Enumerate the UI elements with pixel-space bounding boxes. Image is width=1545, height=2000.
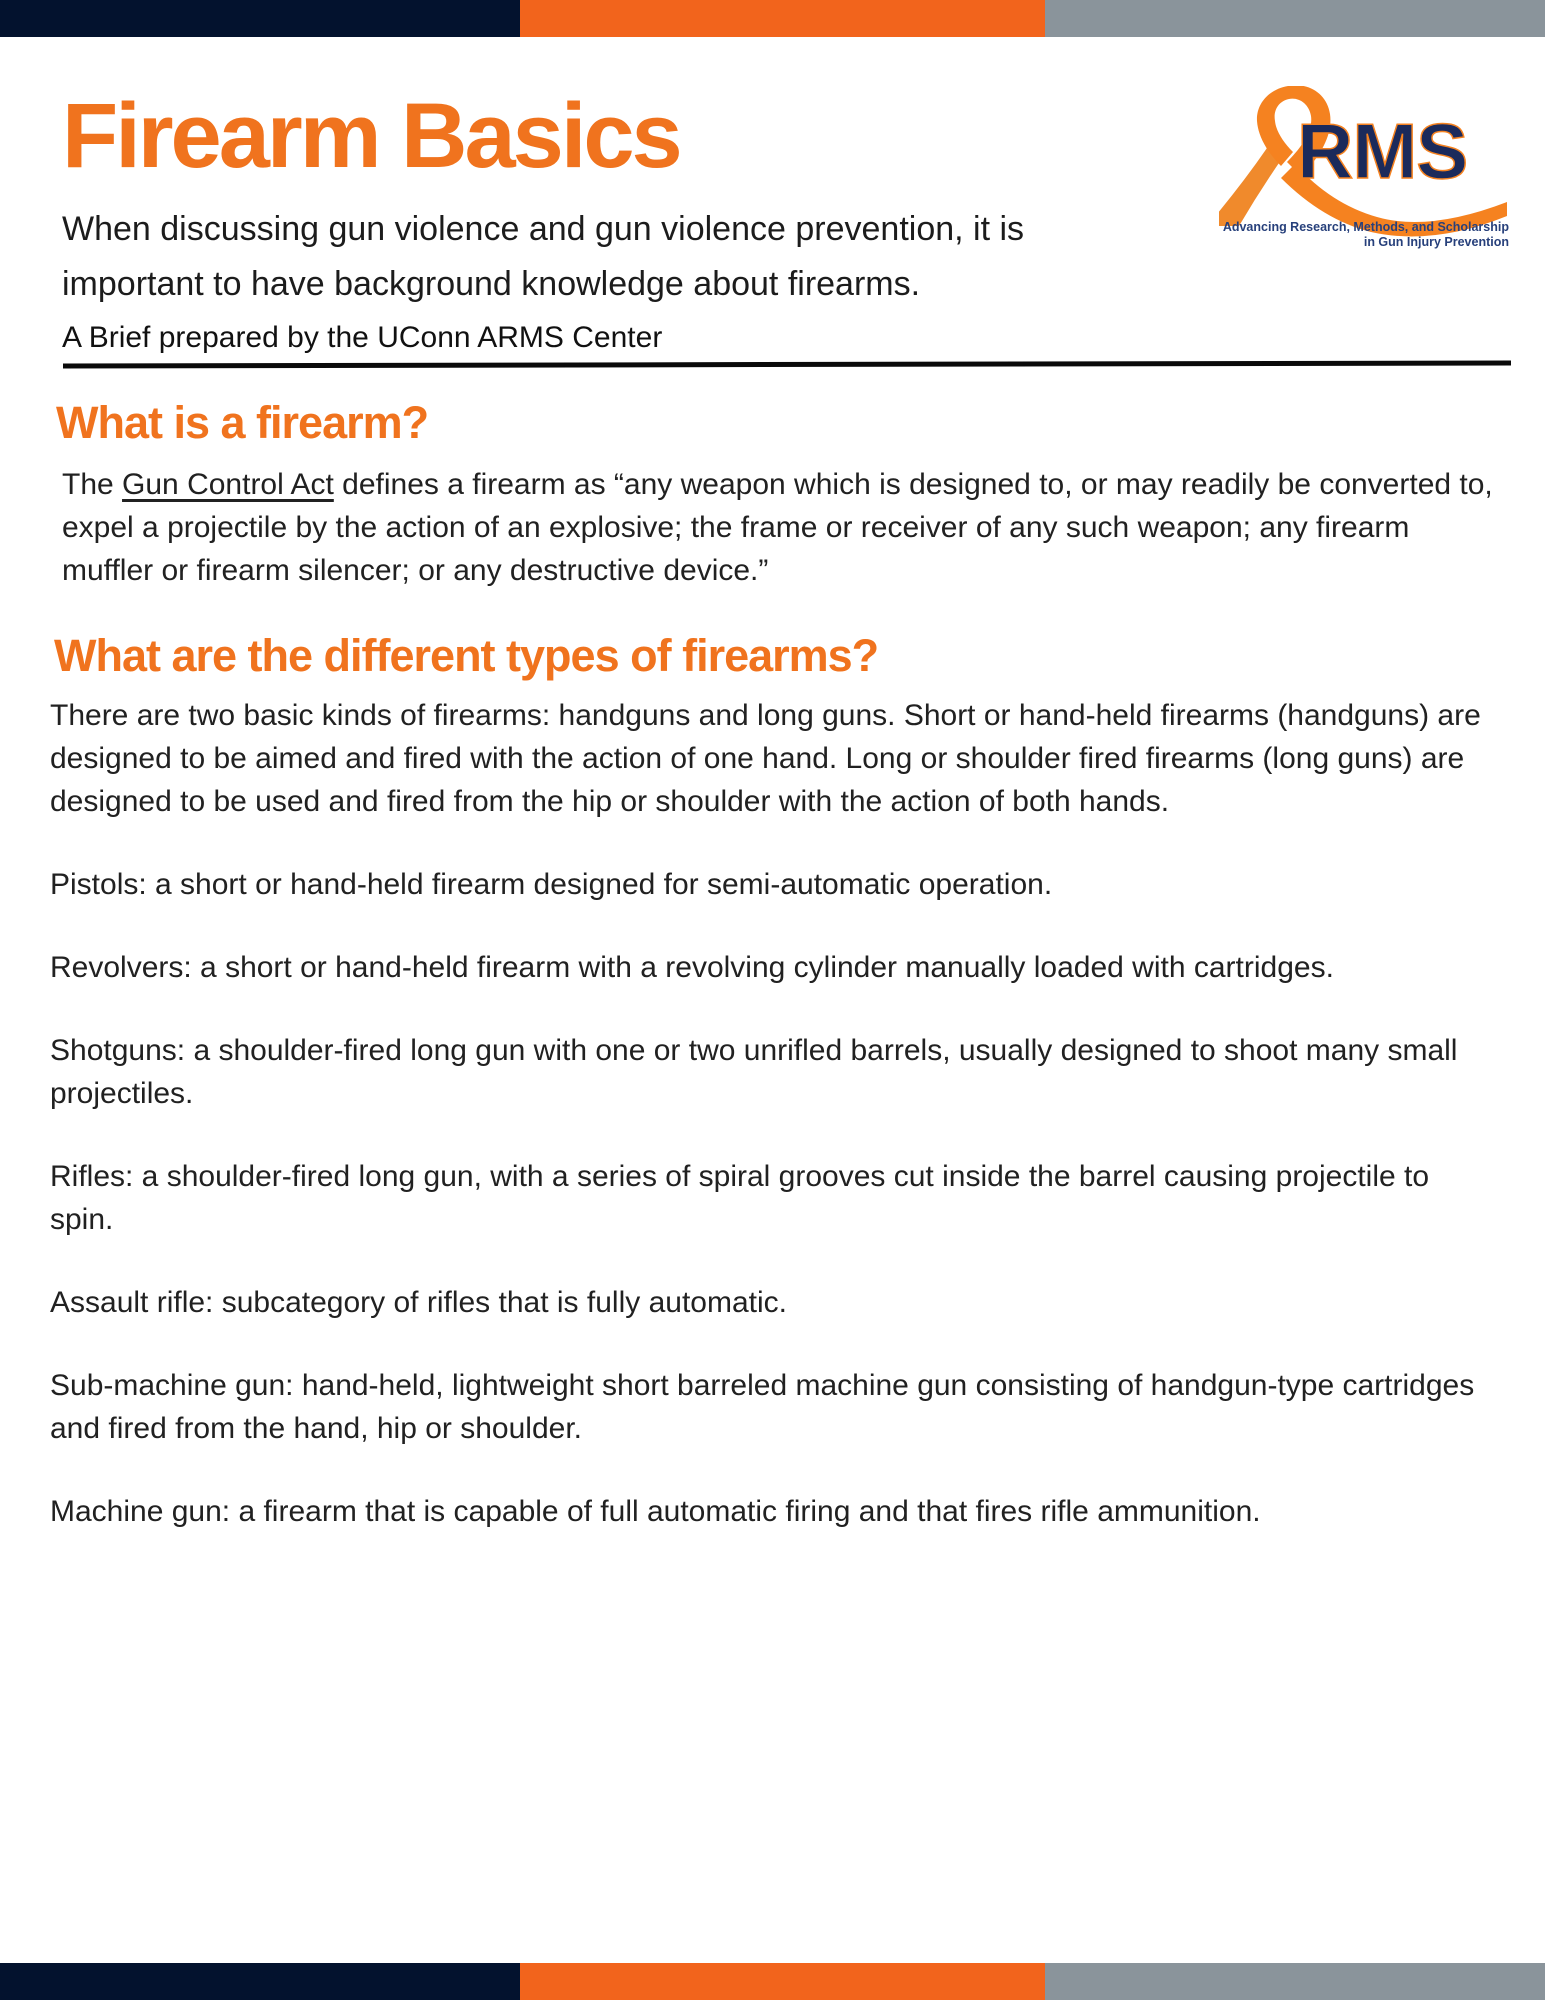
definition-revolvers: Revolvers: a short or hand-held firearm with a revolving cylinder manually loaded with cartridges. — [50, 951, 1334, 984]
header-divider-rule — [63, 360, 1511, 368]
firearm-definition-paragraph — [62, 463, 1497, 592]
page-title: Firearm Basics — [62, 85, 680, 187]
bottom-bar-orange-segment — [520, 1963, 1045, 2000]
bottom-bar-gray-segment — [1045, 1963, 1545, 2000]
definition-assault-rifle: Assault rifle: subcategory of rifles that is fully automatic. — [50, 1286, 787, 1319]
top-bar-orange-segment — [520, 0, 1045, 37]
bottom-accent-bar — [0, 1963, 1545, 2000]
definition-machine-gun: Machine gun: a firearm that is capable of full automatic firing and that fires rifle ammunition. — [50, 1495, 1261, 1528]
arms-center-logo — [1219, 86, 1509, 256]
bottom-bar-navy-segment — [0, 1963, 520, 2000]
gun-control-act-link[interactable]: Gun Control Act — [122, 468, 334, 501]
logo-tagline-line1: Advancing Research, Methods, and Scholarship — [1222, 220, 1509, 234]
definition-sub-machine-gun: Sub-machine gun: hand-held, lightweight short barreled machine gun consisting of handgun-type cartridges and fired from the hand, hip or shoulder. — [50, 1369, 1475, 1445]
definition-shotguns: Shotguns: a shoulder-fired long gun with one or two unrifled barrels, usually designed to shoot many small projectiles. — [50, 1034, 1458, 1110]
brief-attribution: A Brief prepared by the UConn ARMS Center — [62, 321, 663, 354]
definition-suffix-text: defines a firearm as “any weapon which is designed to, or may readily be converted to, expel a projectile by the action of an explosive; the frame or receiver of any such weapon; any firearm muffler or firearm silencer; or any destructive device.” — [62, 468, 1493, 587]
page-subtitle: When discussing gun violence and gun violence prevention, it is important to have background knowledge about firearms. — [62, 210, 1025, 303]
section-heading-types-of-firearms: What are the different types of firearms? — [54, 630, 879, 681]
types-intro-paragraph: There are two basic kinds of firearms: handguns and long guns. Short or hand-held firearms (handguns) are designed to be aimed and fired with the action of one hand. Long or shoulder fired firearms (long guns) are designed to be used and fired from the hip or shoulder with the action of both hands. — [50, 699, 1481, 818]
definition-prefix-text: The — [62, 468, 123, 501]
definition-rifles: Rifles: a shoulder-fired long gun, with a series of spiral grooves cut inside the barrel causing projectile to spin. — [50, 1160, 1430, 1236]
definition-pistols: Pistols: a short or hand-held firearm designed for semi-automatic operation. — [50, 868, 1053, 901]
logo-tagline — [1223, 220, 1509, 250]
logo-tagline-line2: in Gun Injury Prevention — [1363, 235, 1509, 249]
section-heading-what-is-a-firearm: What is a firearm? — [56, 397, 429, 448]
top-bar-gray-segment — [1045, 0, 1545, 37]
top-accent-bar — [0, 0, 1545, 37]
top-bar-navy-segment — [0, 0, 520, 37]
logo-acronym-text: RMS — [1297, 107, 1468, 195]
